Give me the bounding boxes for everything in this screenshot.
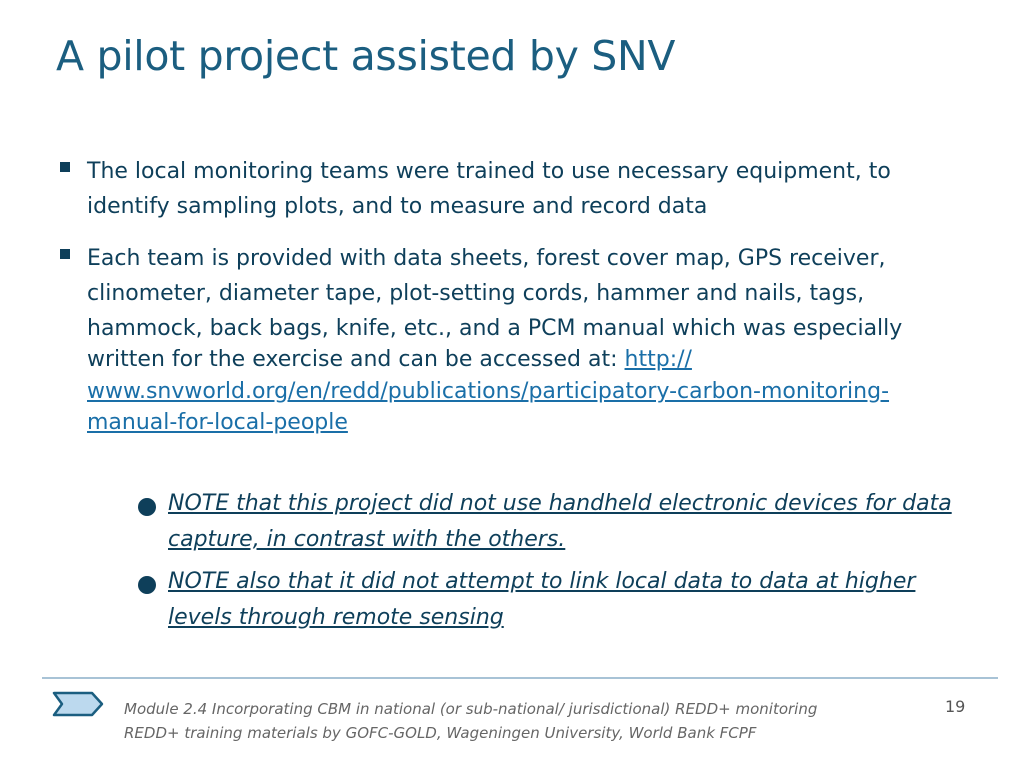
- bullet-text-line: identify sampling plots, and to measure and record data: [87, 194, 708, 219]
- footer-text: [124, 697, 817, 745]
- page-number: 19: [945, 697, 966, 716]
- footer-divider: [42, 677, 998, 679]
- note-link-line[interactable]: NOTE that this project did not use handheld electronic devices for data: [168, 491, 952, 516]
- chevron-arrow-icon: [52, 690, 104, 718]
- bullet-text-line: [87, 346, 990, 374]
- note-link-line[interactable]: NOTE also that it did not attempt to link local data to data at higher: [168, 569, 916, 594]
- bullet-list: [60, 154, 990, 437]
- bullet-text-segment: written for the exercise and can be accessed at:: [87, 347, 625, 372]
- note-link-line[interactable]: levels through remote sensing: [168, 605, 504, 630]
- round-bullet-icon: [138, 498, 156, 516]
- round-bullet-icon: [138, 576, 156, 594]
- manual-link-part[interactable]: manual-for-local-people: [87, 410, 348, 435]
- bullet-text-line: The local monitoring teams were trained to use necessary equipment, to: [87, 159, 891, 184]
- footer-credits-line: REDD+ training materials by GOFC-GOLD, Wageningen University, World Bank FCPF: [124, 724, 757, 742]
- slide-title: A pilot project assisted by SNV: [56, 32, 676, 80]
- footer-module-line: Module 2.4 Incorporating CBM in national (or sub-national/ jurisdictional) REDD+ monitoring: [124, 700, 818, 718]
- note-item: [138, 564, 978, 636]
- bullet-link-line: [87, 374, 990, 409]
- square-bullet-icon: [60, 249, 70, 259]
- bullet-item: [60, 241, 990, 437]
- bullet-text-line: clinometer, diameter tape, plot-setting cords, hammer and nails, tags,: [87, 281, 865, 306]
- note-list: [138, 486, 978, 636]
- bullet-link-line: [87, 409, 990, 437]
- manual-link-part[interactable]: http://: [624, 347, 692, 372]
- bullet-text-line: hammock, back bags, knife, etc., and a PCM manual which was especially: [87, 316, 903, 341]
- bullet-text-line: Each team is provided with data sheets, forest cover map, GPS receiver,: [87, 246, 886, 271]
- bullet-item: [60, 154, 990, 224]
- square-bullet-icon: [60, 162, 70, 172]
- note-item: [138, 486, 978, 558]
- note-link-line[interactable]: capture, in contrast with the others.: [168, 527, 566, 552]
- manual-link-part[interactable]: www.snvworld.org/en/redd/publications/participatory-carbon-monitoring-: [87, 379, 890, 404]
